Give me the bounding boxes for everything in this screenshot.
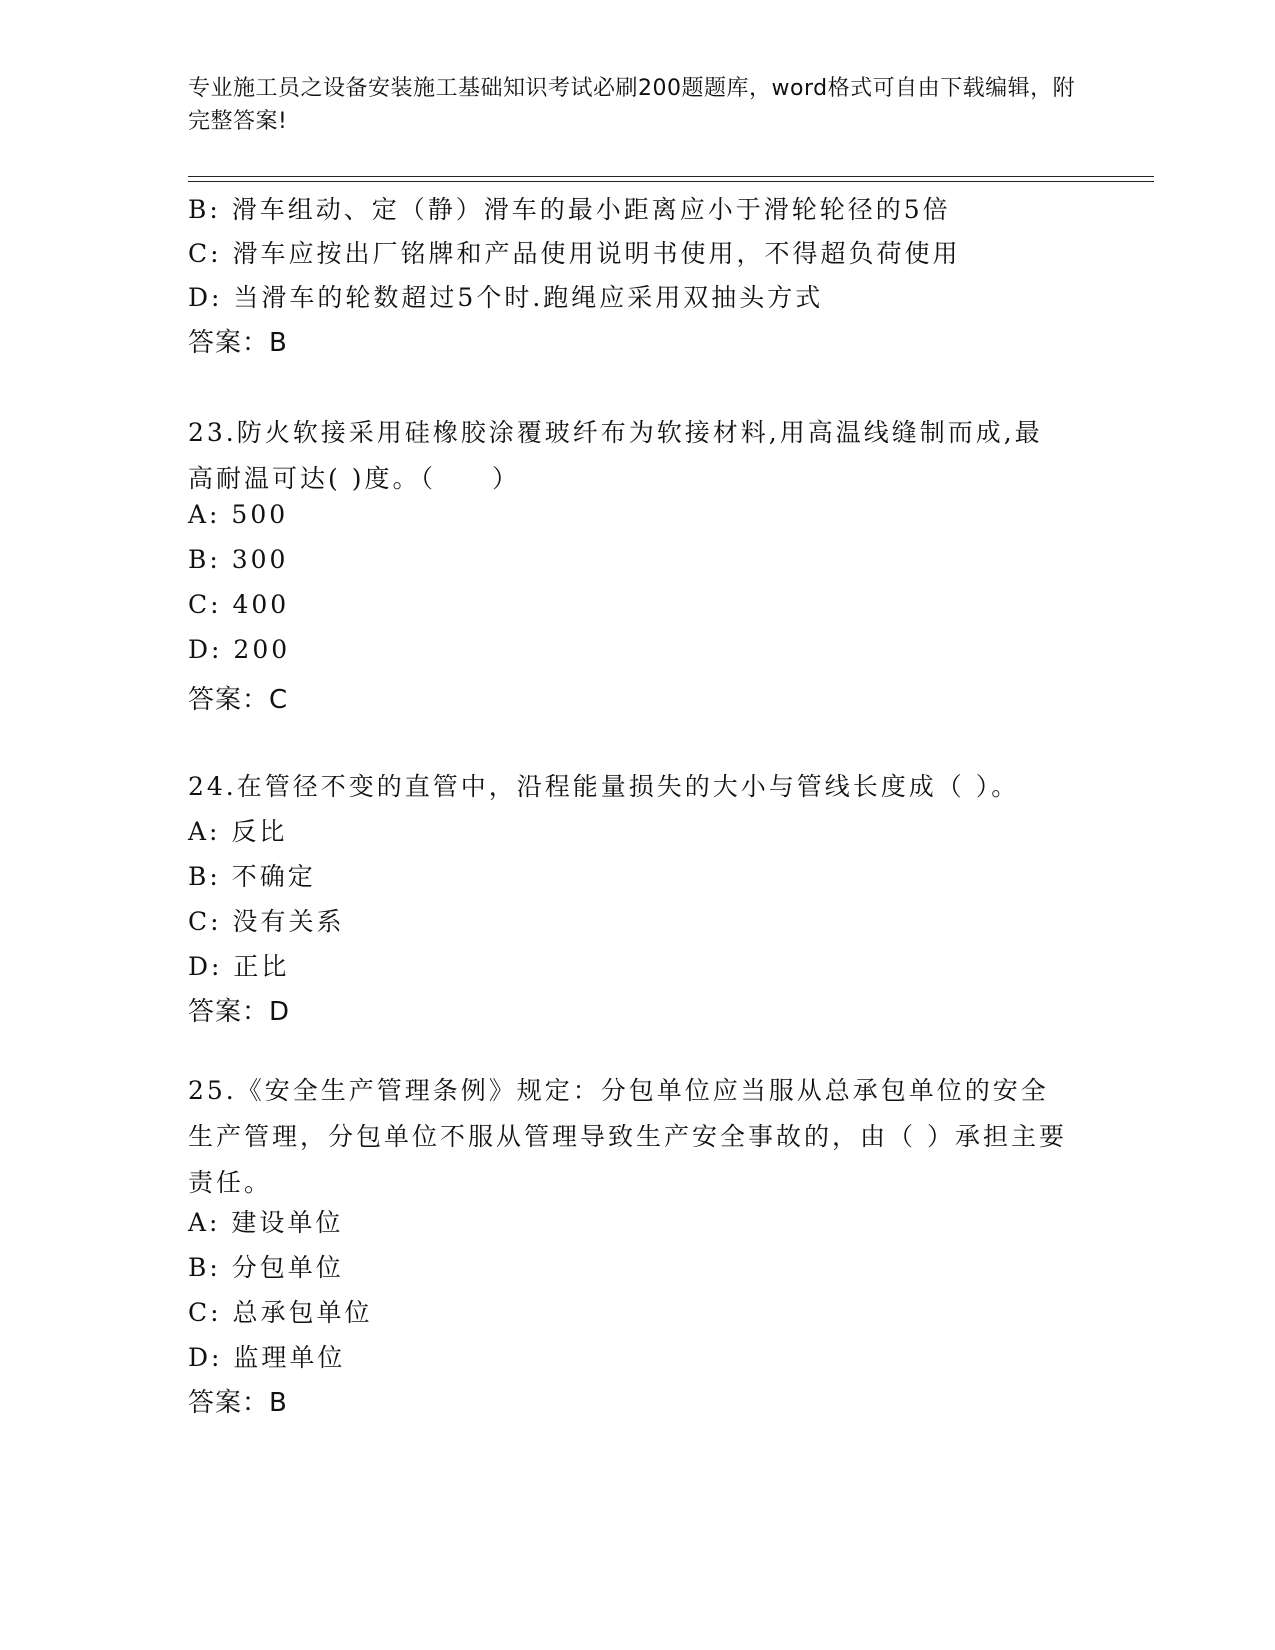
option-prev-d: D: 当滑车的轮数超过5个时.跑绳应采用双抽头方式 — [188, 283, 824, 312]
question-23-option-c: C: 400 — [188, 590, 290, 619]
question-25-stem: 25.《安全生产管理条例》规定：分包单位应当服从总承包单位的安全生产管理，分包单位不服从管理导致生产安全事故的，由（ ）承担主要责任。 — [188, 1076, 1067, 1197]
option-prev-c: C: 滑车应按出厂铭牌和产品使用说明书使用，不得超负荷使用 — [188, 239, 961, 268]
question-25-option-d: D: 监理单位 — [188, 1343, 346, 1372]
option-prev-b: B: 滑车组动、定（静）滑车的最小距离应小于滑轮轮径的5倍 — [188, 195, 951, 224]
question-24-option-a: A: 反比 — [188, 817, 288, 846]
question-23-stem: 23.防火软接采用硅橡胶涂覆玻纤布为软接材料,用高温线缝制而成,最高耐温可达( )度。（ ） — [188, 418, 1043, 493]
question-24-answer: 答案：D — [188, 997, 291, 1027]
header-divider-bottom — [188, 181, 1154, 182]
answer-prev: 答案：B — [188, 328, 288, 358]
question-23-option-d: D: 200 — [188, 635, 291, 664]
question-24-option-c: C: 没有关系 — [188, 907, 345, 936]
question-23-option-b: B: 300 — [188, 545, 289, 574]
question-23-answer: 答案：C — [188, 685, 289, 715]
question-25-option-b: B: 分包单位 — [188, 1253, 344, 1282]
document-header-title: 专业施工员之设备安装施工基础知识考试必刷200题题库，word格式可自由下载编辑，附完整答案! — [188, 76, 1076, 134]
question-24-stem: 24.在管径不变的直管中，沿程能量损失的大小与管线长度成（ ）。 — [188, 772, 1020, 801]
question-25-answer: 答案：B — [188, 1388, 288, 1418]
header-divider-top — [188, 176, 1154, 177]
question-24-option-d: D: 正比 — [188, 952, 290, 981]
question-24-option-b: B: 不确定 — [188, 862, 316, 891]
question-25-option-c: C: 总承包单位 — [188, 1298, 373, 1327]
question-25-option-a: A: 建设单位 — [188, 1208, 344, 1237]
question-23-option-a: A: 500 — [188, 500, 289, 529]
